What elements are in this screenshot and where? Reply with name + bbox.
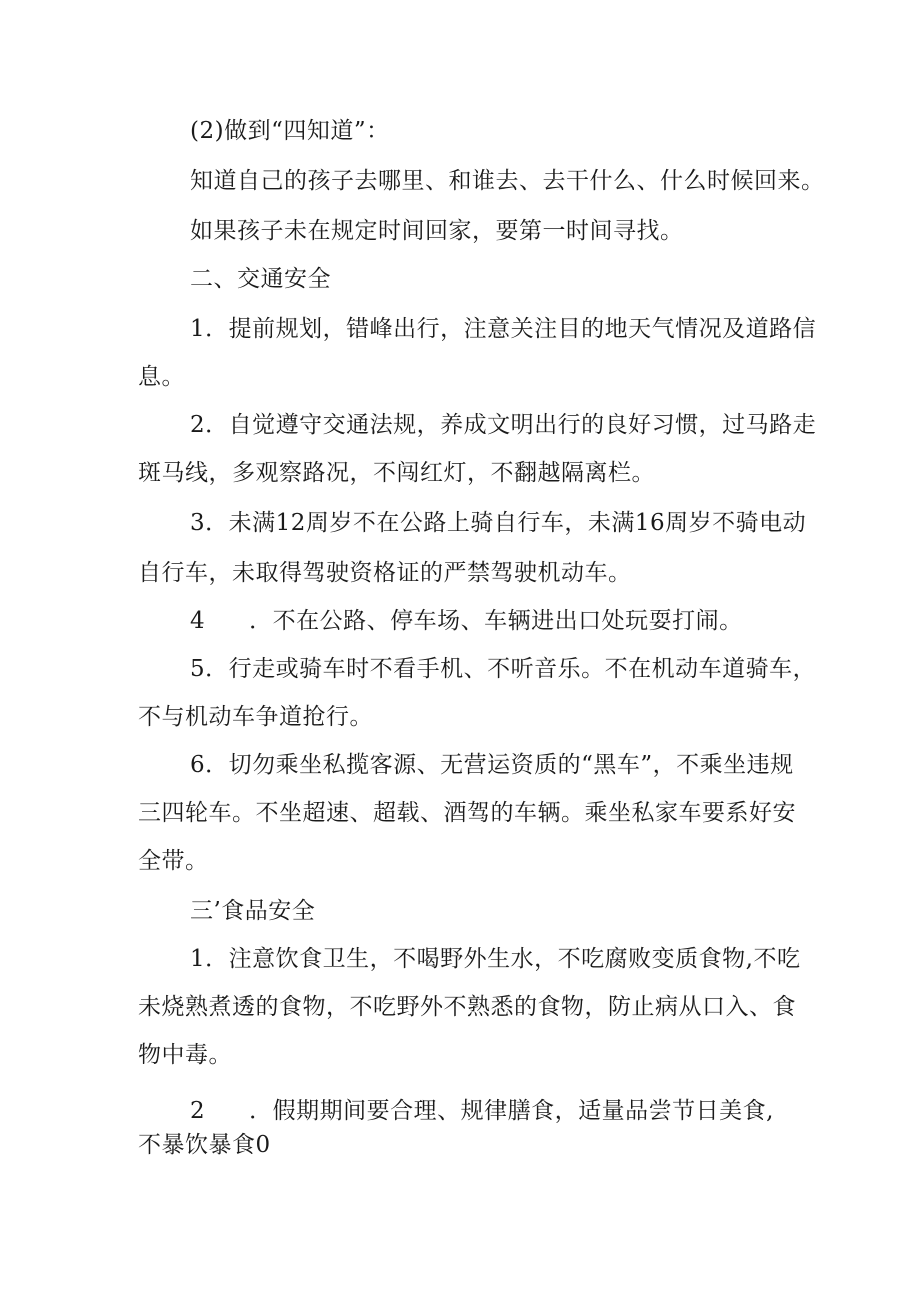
list-item-line: 1．提前规划，错峰出行，注意关注目的地天气情况及道路信	[190, 316, 817, 342]
list-item-text: ．假期期间要合理、规律膳食，适量品尝节日美食,	[249, 1098, 774, 1124]
list-item-number: 2	[190, 1098, 206, 1124]
list-item-text: ．不在公路、停车场、车辆进出口处玩耍打闹。	[249, 608, 743, 634]
list-item-line: 全带。	[138, 848, 209, 874]
list-item-line: 1．注意饮食卫生，不喝野外生水，不吃腐败变质食物,不吃	[190, 946, 801, 972]
list-item-line: 3．未满12周岁不在公路上骑自行车，未满16周岁不骑电动	[190, 510, 807, 536]
list-item-line: 2．自觉遵守交通法规，养成文明出行的良好习惯，过马路走	[190, 412, 817, 438]
list-item-line: 不与机动车争道抢行。	[138, 704, 373, 730]
list-item-line: 斑马线，多观察路况，不闯红灯，不翻越隔离栏。	[138, 460, 655, 486]
section-heading-traffic-safety: 二、交通安全	[190, 266, 331, 292]
list-item-line: 不暴饮暴食0	[138, 1132, 271, 1158]
list-item-line: 息。	[138, 364, 185, 390]
paragraph-line: 如果孩子未在规定时间回家，要第一时间寻找。	[190, 218, 684, 244]
list-item-number: 4	[190, 608, 206, 634]
list-item-line: 物中毒。	[138, 1042, 232, 1068]
list-item-line: 6．切勿乘坐私揽客源、无营运资质的“黑车”，不乘坐违规	[190, 752, 794, 778]
section-heading-four-knows: (2)做到“四知道”：	[190, 118, 390, 144]
paragraph-line: 知道自己的孩子去哪里、和谁去、去干什么、什么时候回来。	[190, 168, 825, 194]
list-item-line: 未烧熟煮透的食物，不吃野外不熟悉的食物，防止病从口入、食	[138, 994, 796, 1020]
list-item-line	[190, 1096, 774, 1126]
list-item-line: 5．行走或骑车时不看手机、不听音乐。不在机动车道骑车，	[190, 656, 817, 682]
list-item-line: 自行车，未取得驾驶资格证的严禁驾驶机动车。	[138, 560, 632, 586]
list-item-line	[190, 606, 743, 636]
list-item-line: 三四轮车。不坐超速、超载、酒驾的车辆。乘坐私家车要系好安	[138, 800, 796, 826]
section-heading-food-safety: 三’食品安全	[190, 898, 316, 924]
